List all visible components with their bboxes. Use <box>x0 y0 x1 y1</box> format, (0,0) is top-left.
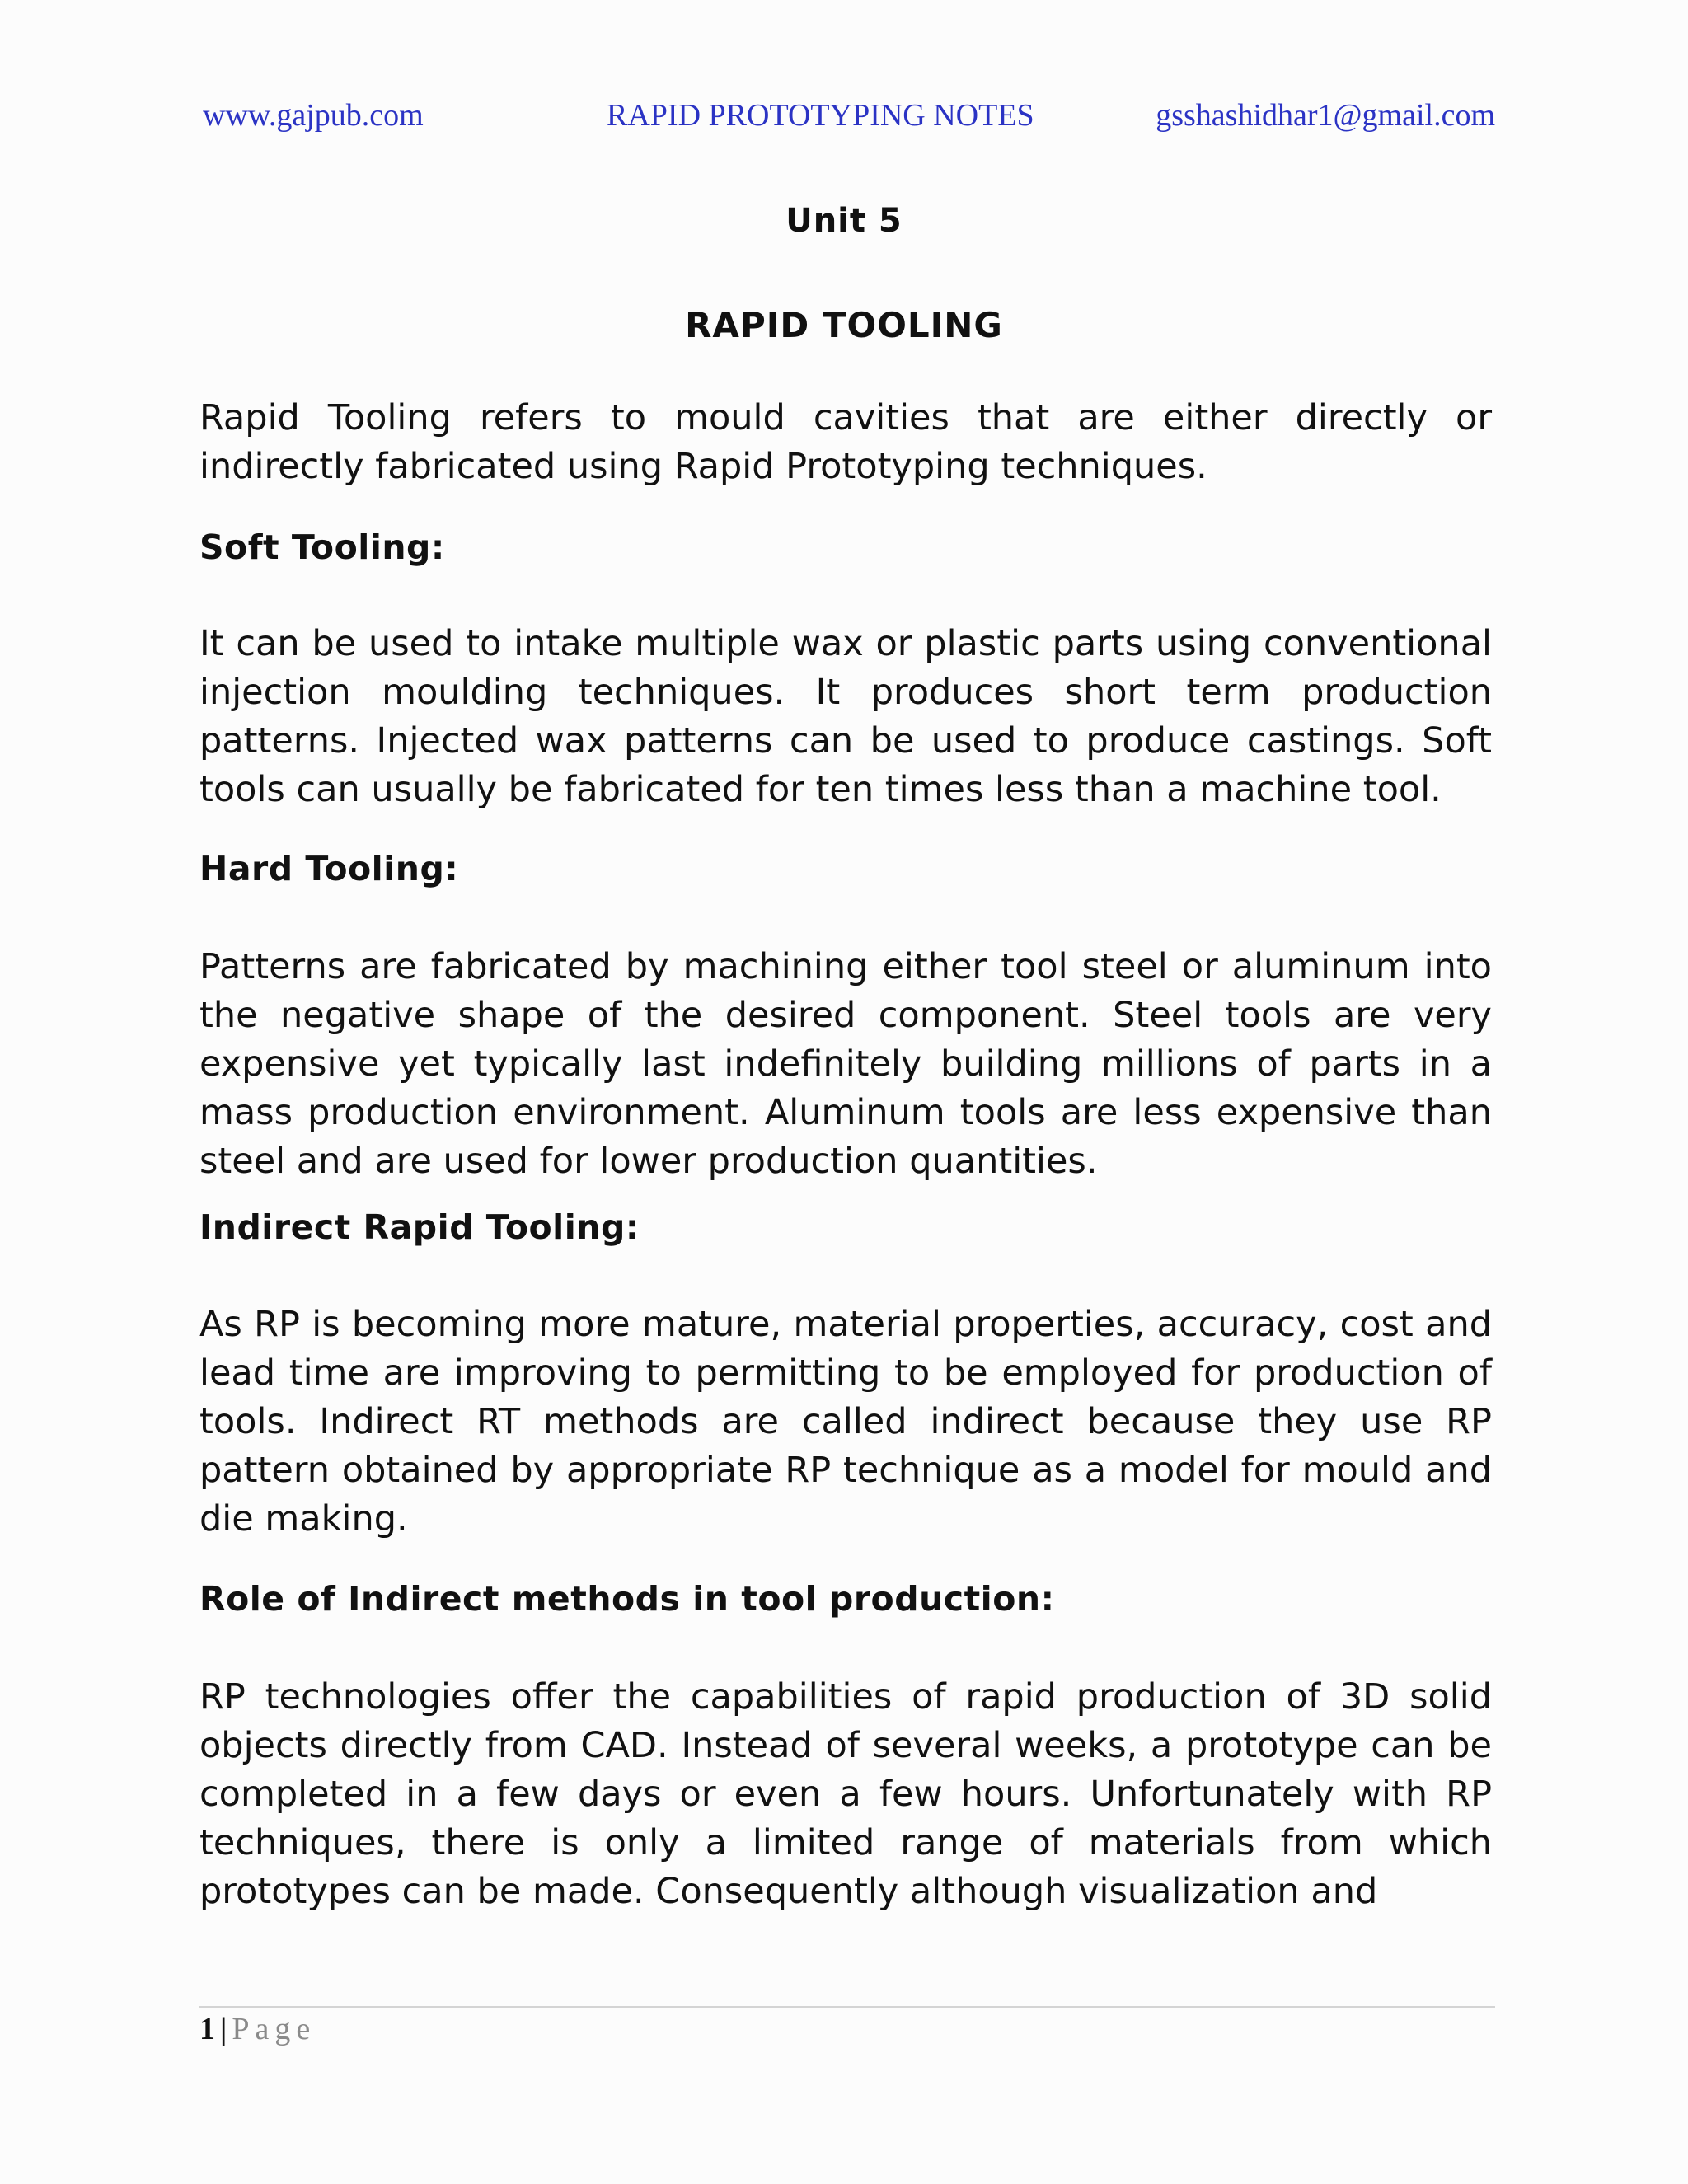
section-body-soft-tooling: It can be used to intake multiple wax or plastic parts using conventional injection moulding techniques. It produces short term production patterns. Injected wax patterns can be used to produce castings. Soft tools can usually be fabricated for ten times less than a machine tool. <box>199 623 1492 810</box>
section-heading-indirect-rapid-tooling: Indirect Rapid Tooling: <box>199 1207 640 1247</box>
section-body-indirect-rapid-tooling: As RP is becoming more mature, material properties, accuracy, cost and lead time are improving to permitting to be employed for production of tools. Indirect RT methods are called indirect because they use RP pattern obtained by appropriate RP technique as a model for mould and die making. <box>199 1304 1492 1540</box>
header-title: RAPID PROTOTYPING NOTES <box>607 98 1034 133</box>
footer-divider <box>199 2006 1495 2008</box>
header-email: gsshashidhar1@gmail.com <box>1156 98 1495 133</box>
section-heading-role-of-indirect-methods: Role of Indirect methods in tool production: <box>199 1579 1055 1619</box>
section-heading-hard-tooling: Hard Tooling: <box>199 849 459 888</box>
section-soft-tooling <box>199 620 1492 814</box>
intro-paragraph: Rapid Tooling refers to mould cavities that are either directly or indirectly fabricated using Rapid Prototyping techniques. <box>199 397 1492 487</box>
section-heading-soft-tooling: Soft Tooling: <box>199 527 445 567</box>
section-indirect-rapid-tooling <box>199 1301 1492 1544</box>
page-footer <box>199 2011 316 2047</box>
page-title: RAPID TOOLING <box>685 305 1003 345</box>
footer-separator: | <box>220 2012 227 2046</box>
unit-label: Unit 5 <box>785 202 903 240</box>
page-number: 1 <box>199 2012 215 2046</box>
section-body-role-of-indirect-methods: RP technologies offer the capabilities of rapid production of 3D solid objects directly from CAD. Instead of several weeks, a prototype can be completed in a few days or even a few hours. Unfortunately with RP techniques, there is only a limited range of materials from which prototypes can be made. Consequently although visualization and <box>199 1676 1492 1912</box>
header-website: www.gajpub.com <box>203 98 424 133</box>
section-body-hard-tooling: Patterns are fabricated by machining either tool steel or aluminum into the negative shape of the desired component. Steel tools are very expensive yet typically last indefinitely building millions of parts in a mass production environment. Aluminum tools are less expensive than steel and are used for lower production quantities. <box>199 946 1492 1182</box>
intro-block <box>199 394 1492 491</box>
section-role-of-indirect-methods <box>199 1673 1492 1916</box>
section-hard-tooling <box>199 943 1492 1186</box>
page-header <box>203 97 1495 138</box>
page-label: Page <box>232 2012 316 2046</box>
